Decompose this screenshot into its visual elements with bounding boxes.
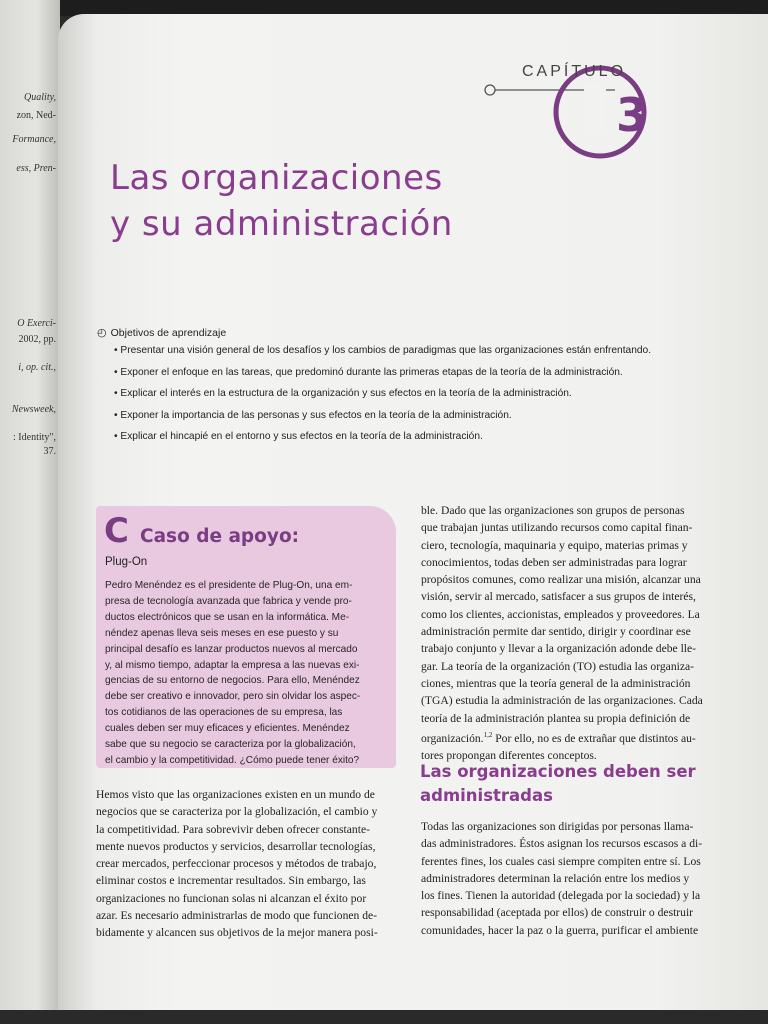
text-line: responsabilidad (aceptada por ellos) de construir o destruir xyxy=(421,906,694,920)
text-line: administración permite dar sentido, dirigir y coordinar ese xyxy=(421,625,691,639)
text-line: visión, servir al mercado, satisfacer a sus grupos de interés, xyxy=(421,590,696,604)
text-line: que trabajan juntas utilizando recursos como capital finan- xyxy=(421,521,693,535)
text-line: (TGA) estudia la administración de las organizaciones. Cada xyxy=(421,694,703,708)
case-line: Pedro Menéndez es el presidente de Plug-On, una em- xyxy=(105,580,353,591)
text-line: gar. La teoría de la organización (TO) estudia las organiza- xyxy=(421,659,694,673)
right-column-text-a xyxy=(421,502,703,764)
right-column-text-b xyxy=(421,818,702,939)
objective-item: • Explicar el hincapié en el entorno y sus efectos en la teoría de la administración. xyxy=(114,431,651,453)
objective-item: • Exponer la importancia de las personas y sus efectos en la teoría de la administración. xyxy=(114,410,651,432)
text-line: Hemos visto que las organizaciones existen en un mundo de xyxy=(96,788,375,801)
footnote-ref: 1,2 xyxy=(483,730,493,739)
text-line: propósitos comunes, como realizar una misión, alcanzar una xyxy=(421,573,701,587)
objective-item: • Presentar una visión general de los desafíos y los cambios de paradigmas que las organizaciones están enfrentando. xyxy=(114,345,651,367)
case-line: tos cotidianos de las operaciones de su empresa, las xyxy=(105,707,343,719)
margin-line: O Exerci- xyxy=(17,318,56,329)
case-line: presa de tecnología avanzada que fabrica y vende pro- xyxy=(105,595,352,607)
margin-line: ess, Pren- xyxy=(16,163,56,174)
text-line: das administradores. Éstos asignan los recursos escasos a di- xyxy=(421,837,703,851)
text-line: los fines. Tienen la autoridad (delegada por la sociedad) y la xyxy=(421,889,701,903)
text-line-with-footnote xyxy=(421,727,703,747)
case-body xyxy=(105,578,387,769)
section-heading-line: administradas xyxy=(420,786,553,805)
text-line: eliminar costos e incrementar resultados. Sin embargo, las xyxy=(96,874,366,888)
objectives-list xyxy=(114,345,651,453)
case-line: sabe que su negocio se caracteriza por la globalización, xyxy=(105,739,356,751)
text-line: ciero, tecnología, maquinaria y equipo, materias primas y xyxy=(421,538,688,552)
case-line: cuales deben ser muy eficaces y eficientes. Menéndez xyxy=(105,723,350,735)
margin-line: 2002, pp. xyxy=(18,334,56,345)
case-c-icon: C xyxy=(104,511,129,551)
text-line: bidamente y alcancen sus objetivos de la mejor manera posi- xyxy=(96,926,378,940)
margin-line: Quality, xyxy=(24,92,56,103)
text-line: comunidades, hacer la paz o la guerra, purificar el ambiente xyxy=(421,923,699,937)
case-line: principal desafío es lanzar productos nuevos al mercado xyxy=(105,643,358,655)
margin-line: 37. xyxy=(43,446,56,457)
clock-icon: ◴ xyxy=(97,327,107,339)
previous-page-edge xyxy=(0,0,60,1024)
objective-item: • Explicar el interés en la estructura de la organización y sus efectos en la teoría de la administración. xyxy=(114,388,651,410)
text-line: Todas las organizaciones son dirigidas por personas llama- xyxy=(421,820,694,833)
margin-line: i, op. cit., xyxy=(18,362,56,373)
text-line: ferentes fines, los cuales casi siempre compiten entre sí. Los xyxy=(421,854,701,868)
text-line: tores propongan diferentes conceptos. xyxy=(421,749,597,763)
text-segment: organización. xyxy=(421,731,484,745)
objective-item: • Exponer el enfoque en las tareas, que predominó durante las primeras etapas de la teoría de la administración. xyxy=(114,367,651,389)
chapter-number: 3 xyxy=(615,88,648,142)
text-line: crear mercados, perfeccionar procesos y métodos de trabajo, xyxy=(96,857,377,871)
text-line: teoría de la administración plantea su propia definición de xyxy=(421,711,691,725)
margin-line: zon, Ned- xyxy=(16,110,56,121)
text-line: azar. Es necesario administrarlas de modo que funcionen de- xyxy=(96,909,378,923)
section-heading-line: Las organizaciones deben ser xyxy=(420,762,696,781)
chapter-title-line-1: Las organizaciones xyxy=(110,158,443,198)
text-line: trabajo conjunto y llevar a la organización adonde debe lle- xyxy=(421,642,697,656)
left-column-text xyxy=(96,786,378,942)
bottom-shadow xyxy=(0,1010,768,1024)
case-line: el cambio y la competitividad. ¿Cómo puede tener éxito? xyxy=(105,754,360,766)
case-line: debe ser creativo e innovador, pero sin olvidar los aspec- xyxy=(105,691,361,703)
case-line: gencias de su entorno de negocios. Para ello, Menéndez xyxy=(105,675,360,687)
case-line: néndez apenas lleva seis meses en ese puesto y su xyxy=(105,627,339,639)
chapter-title-line-2: y su administración xyxy=(110,204,453,244)
objectives-heading-text: Objetivos de aprendizaje xyxy=(110,327,227,339)
margin-line: Formance, xyxy=(12,134,56,145)
section-heading xyxy=(420,760,696,808)
text-line: como los clientes, accionistas, empleados y proveedores. La xyxy=(421,607,700,621)
text-line: conocimientos, todas deben ser administradas para lograr xyxy=(421,555,687,569)
text-line: organizaciones no funcionan solas ni alcanzan el éxito por xyxy=(96,891,367,905)
text-line: ciones, mientras que la teoría general de la administración xyxy=(421,676,691,690)
text-segment: Por ello, no es de extrañar que distintos au- xyxy=(492,731,696,745)
text-line: administradores determinan la relación entre los medios y xyxy=(421,871,690,885)
case-line: ductos electrónicos que se usan en la informática. Me- xyxy=(105,611,350,623)
objectives-heading xyxy=(97,326,226,339)
chapter-label: CAPÍTULO xyxy=(522,63,627,80)
case-title: Caso de apoyo: xyxy=(140,526,300,547)
case-subtitle: Plug-On xyxy=(105,556,148,568)
text-line: mente nuevos productos y servicios, desarrollar tecnologías, xyxy=(96,839,376,853)
case-line: y, al mismo tiempo, adaptar la empresa a las nuevas exi- xyxy=(105,659,360,671)
margin-line: : Identity", xyxy=(13,432,56,443)
margin-line: Newsweek, xyxy=(11,404,56,415)
text-line: la competitividad. Para sobrevivir deben ofrecer constante- xyxy=(96,822,370,836)
text-line: negocios que se caracteriza por la globalización, el cambio y xyxy=(96,805,378,819)
text-line: ble. Dado que las organizaciones son grupos de personas xyxy=(421,504,685,517)
